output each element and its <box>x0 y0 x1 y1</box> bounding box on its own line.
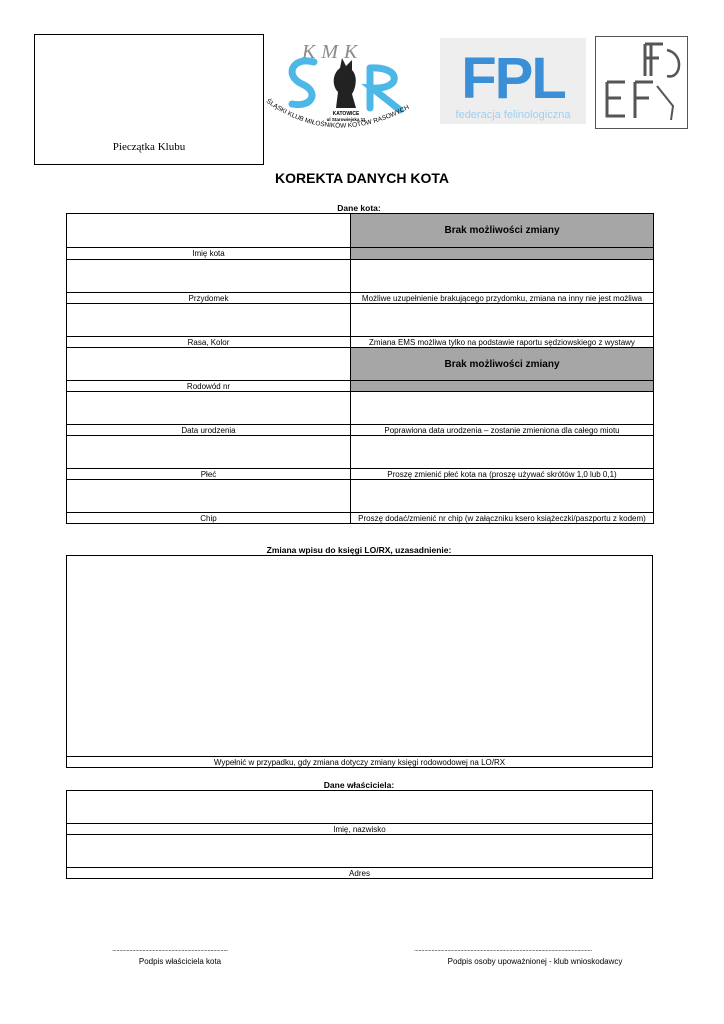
cat-prefix-label: Przydomek <box>67 293 351 304</box>
owner-address-label: Adres <box>67 868 653 879</box>
cat-pedigree-note <box>351 381 654 392</box>
kmk-arc-text: ŚLĄSKI KLUB MIŁOŚNIKÓW KOTÓW RASOWYCH <box>264 97 411 130</box>
kmk-club-logo <box>262 36 434 146</box>
owner-name-input[interactable] <box>67 791 653 824</box>
cat-breed-color-label: Rasa, Kolor <box>67 337 351 348</box>
fpl-logo <box>440 38 586 124</box>
cat-data-table <box>66 213 654 524</box>
cat-birthdate-new-input[interactable] <box>351 392 654 425</box>
owner-address-input[interactable] <box>67 835 653 868</box>
cat-prefix-input[interactable] <box>67 260 351 293</box>
fife-logo <box>595 36 688 129</box>
cat-name-label: Imię kota <box>67 248 351 260</box>
cat-birthdate-label: Data urodzenia <box>67 425 351 436</box>
authorized-signature-label: Podpis osoby upoważnionej - klub wnioskodawcy <box>447 957 623 966</box>
owner-signature-line[interactable]: ................................................................................ <box>112 946 228 953</box>
cat-prefix-new-input[interactable] <box>351 260 654 293</box>
owner-table <box>66 790 653 879</box>
cat-pedigree-input[interactable] <box>67 348 351 381</box>
no-change-label: Brak możliwości zmiany <box>351 214 654 248</box>
cat-sex-new-input[interactable] <box>351 436 654 469</box>
fpl-subtitle: federacja felinologiczna <box>455 109 571 121</box>
cat-breed-color-input[interactable] <box>67 304 351 337</box>
cat-breed-color-new-input[interactable] <box>351 304 654 337</box>
owner-section-heading: Dane właściciela: <box>323 780 395 790</box>
lorx-table <box>66 555 653 768</box>
cat-name-input[interactable] <box>67 214 351 248</box>
cat-breed-color-note: Zmiana EMS możliwa tylko na podstawie raportu sędziowskiego z wystawy <box>351 337 654 348</box>
authorized-signature-line[interactable]: ........................................................................................................................... <box>414 946 592 953</box>
lorx-justification-textarea[interactable] <box>67 556 653 757</box>
lorx-section-heading: Zmiana wpisu do księgi LO/RX, uzasadnienie: <box>266 545 452 555</box>
kmk-address: ul Starowiejska 11 <box>326 117 366 122</box>
cat-chip-input[interactable] <box>67 480 351 513</box>
cat-name-note <box>351 248 654 260</box>
cat-sex-input[interactable] <box>67 436 351 469</box>
kmk-letters: KMK <box>302 41 364 63</box>
cat-chip-note: Proszę dodać/zmienić nr chip (w załączniku ksero książeczki/paszportu z kodem) <box>351 513 654 524</box>
cat-pedigree-label: Rodowód nr <box>67 381 351 392</box>
cat-chip-new-input[interactable] <box>351 480 654 513</box>
fpl-letters: FPL <box>461 46 565 111</box>
form-title: KOREKTA DANYCH KOTA <box>275 170 449 186</box>
owner-name-label: Imię, nazwisko <box>67 824 653 835</box>
club-stamp-label: Pieczątka Klubu <box>112 141 186 153</box>
lorx-footer-note: Wypełnić w przypadku, gdy zmiana dotyczy zmiany księgi rodowodowej na LO/RX <box>67 757 653 768</box>
cat-section-heading: Dane kota: <box>337 203 381 213</box>
cat-birthdate-input[interactable] <box>67 392 351 425</box>
cat-sex-note: Proszę zmienić płeć kota na (proszę używać skrótów 1,0 lub 0,1) <box>351 469 654 480</box>
owner-signature-label: Podpis właściciela kota <box>138 957 222 966</box>
cat-prefix-note: Możliwe uzupełnienie brakującego przydomku, zmiana na inny nie jest możliwa <box>351 293 654 304</box>
no-change-label: Brak możliwości zmiany <box>351 348 654 381</box>
cat-birthdate-note: Poprawiona data urodzenia – zostanie zmieniona dla całego miotu <box>351 425 654 436</box>
cat-sex-label: Płeć <box>67 469 351 480</box>
kmk-city: KATOWICE <box>332 111 360 117</box>
cat-chip-label: Chip <box>67 513 351 524</box>
